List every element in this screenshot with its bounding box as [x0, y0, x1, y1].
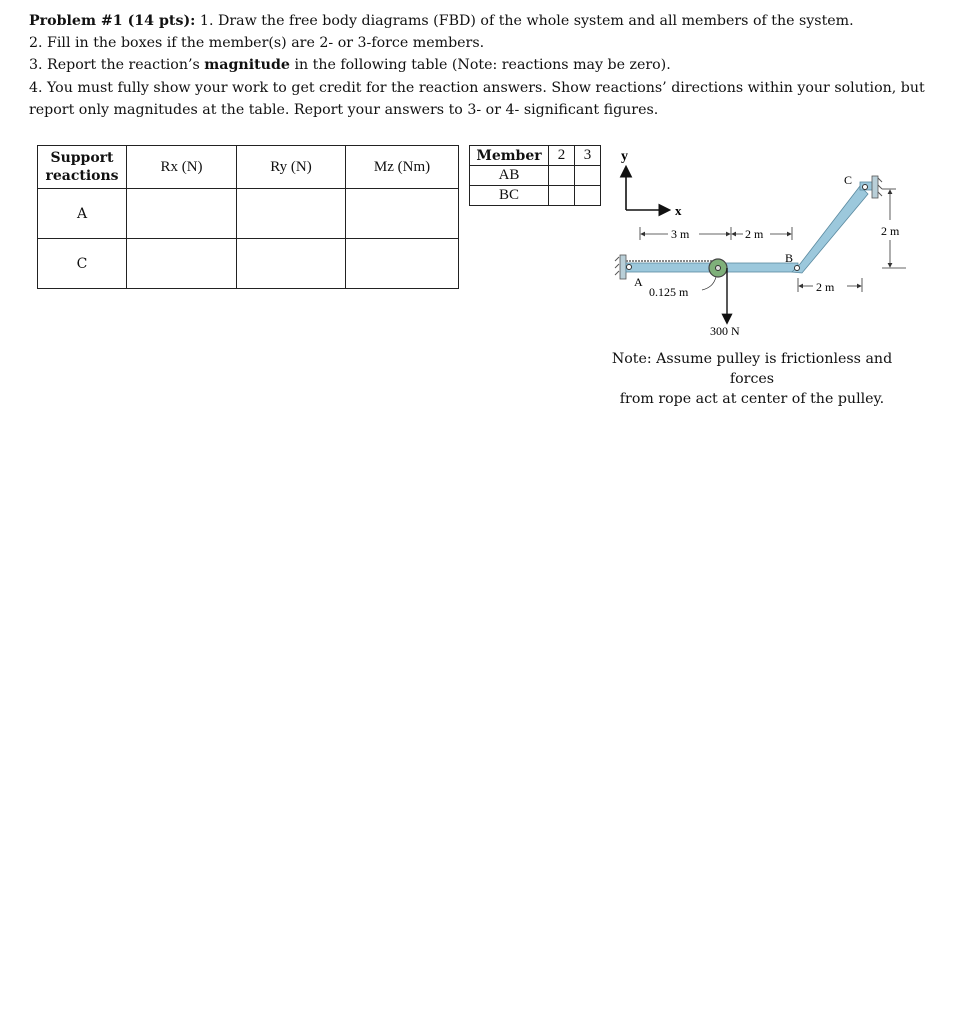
- label-c: C: [844, 173, 853, 187]
- support-reactions-header: [38, 146, 127, 189]
- cell-c-ry[interactable]: [237, 239, 346, 289]
- member-label-ab: AB: [470, 166, 549, 186]
- y-axis-label: y: [621, 149, 628, 164]
- reaction-row-c: [38, 239, 459, 289]
- pulley: [709, 259, 727, 277]
- wall-support-a: [615, 255, 626, 279]
- dim-3m: 3 m: [671, 227, 690, 241]
- instruction-2: 2. Fill in the boxes if the member(s) are 2- or 3-force members.: [29, 35, 485, 52]
- pin-a: [627, 265, 632, 270]
- member-row-ab: [470, 166, 601, 186]
- axes: [621, 149, 682, 218]
- reaction-row-a: [38, 189, 459, 239]
- problem-title: Problem #1 (14 pts):: [29, 13, 196, 29]
- frame-diagram: [610, 140, 920, 345]
- rx-header: Rx (N): [127, 146, 237, 189]
- wall-support-c: [872, 176, 882, 198]
- reactions-header-row: [38, 146, 459, 189]
- load-label: 300 N: [710, 324, 740, 338]
- problem-line-1: [29, 10, 929, 32]
- support-header-line1: Support: [50, 150, 114, 166]
- dim-2m-right: 2 m: [881, 224, 900, 238]
- pin-c: [863, 185, 868, 190]
- dim-2m-bottom: 2 m: [816, 280, 835, 294]
- ry-header: Ry (N): [237, 146, 346, 189]
- support-header-line2: reactions: [45, 168, 119, 184]
- note: [590, 349, 914, 409]
- problem-statement: [29, 10, 929, 121]
- instruction-1: 1. Draw the free body diagrams (FBD) of the whole system and all members of the system.: [195, 13, 854, 29]
- member-bc: [792, 186, 868, 273]
- instruction-3-bold: magnitude: [204, 57, 290, 74]
- dim-2m-top: 2 m: [745, 227, 764, 241]
- cell-a-ry[interactable]: [237, 189, 346, 239]
- mz-header: Mz (Nm): [346, 146, 459, 189]
- row-label-c: C: [38, 239, 127, 289]
- cell-bc-three[interactable]: [575, 186, 601, 206]
- instruction-4-cont: report only magnitudes at the table. Report your answers to 3- or 4- significant figures.: [29, 101, 659, 118]
- note-line-1: Note: Assume pulley is frictionless and forces: [611, 351, 893, 387]
- instruction-3-pre: 3. Report the reaction’s: [29, 57, 205, 74]
- cell-bc-two[interactable]: [549, 186, 575, 206]
- radius-leader: [702, 277, 716, 290]
- row-label-a: A: [38, 189, 127, 239]
- member-row-bc: [470, 186, 601, 206]
- pin-b: [795, 266, 800, 271]
- member-label-bc: BC: [470, 186, 549, 206]
- instruction-3-post: in the following table (Note: reactions may be zero).: [289, 57, 671, 74]
- radius-label: 0.125 m: [649, 285, 689, 299]
- cell-a-mz[interactable]: [346, 189, 459, 239]
- cell-a-rx[interactable]: [127, 189, 237, 239]
- cell-c-rx[interactable]: [127, 239, 237, 289]
- x-axis-label: x: [675, 203, 682, 218]
- member-header: Member: [470, 146, 549, 166]
- label-a: A: [634, 275, 643, 289]
- note-line-2: from rope act at center of the pulley.: [619, 391, 885, 407]
- three-force-header: 3: [575, 146, 601, 166]
- cell-ab-two[interactable]: [549, 166, 575, 186]
- members-header-row: [470, 146, 601, 166]
- members-table: [469, 145, 601, 206]
- label-b: B: [785, 251, 794, 265]
- dimension-top: [640, 227, 792, 240]
- instruction-3: [29, 54, 929, 76]
- cell-c-mz[interactable]: [346, 239, 459, 289]
- cell-ab-three[interactable]: [575, 166, 601, 186]
- two-force-header: 2: [549, 146, 575, 166]
- reactions-table: [37, 145, 459, 289]
- instruction-4: 4. You must fully show your work to get credit for the reaction answers. Show reactions’ directions within your solution, but: [29, 79, 925, 96]
